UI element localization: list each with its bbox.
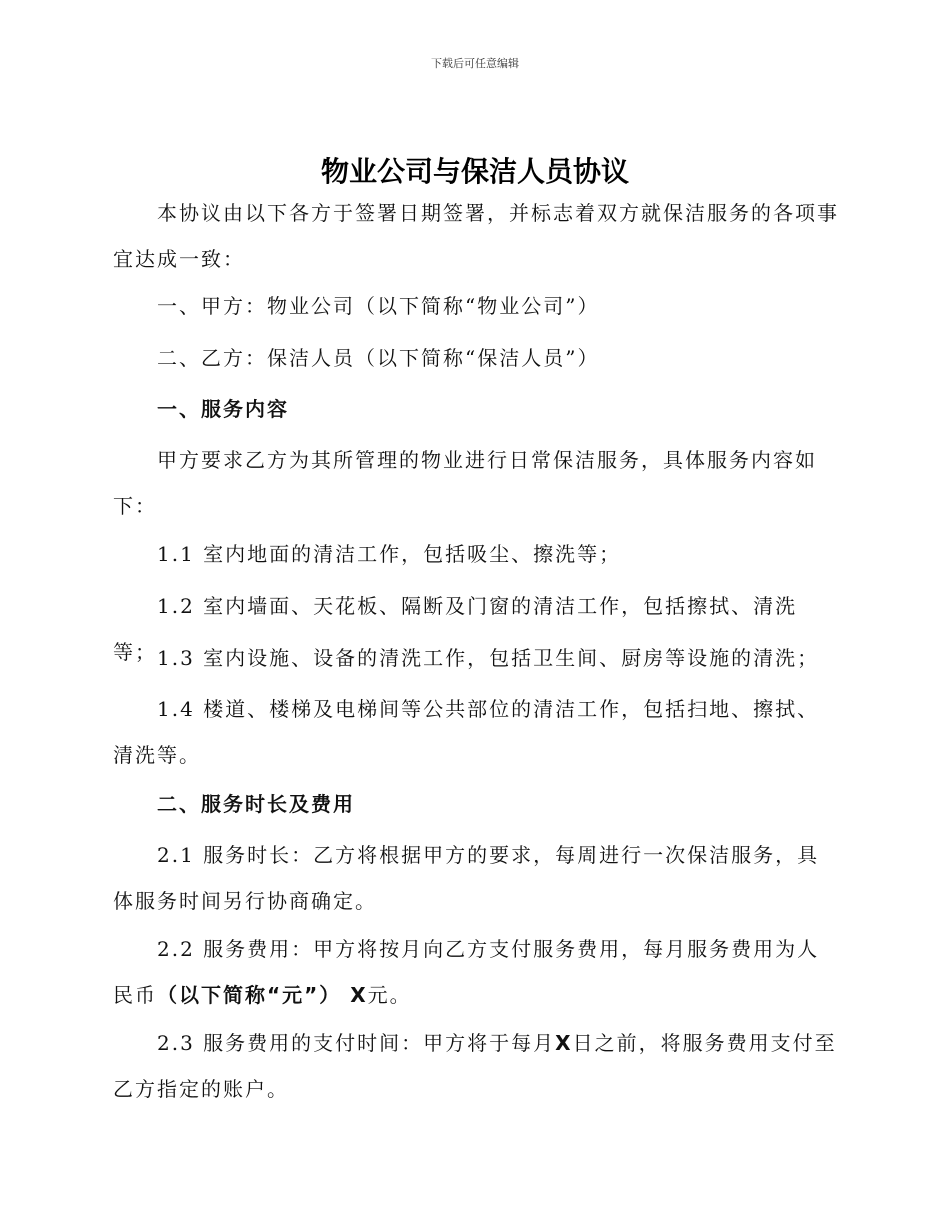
item-3-text: 2.3 服务费用的支付时间：甲方将于每月 (157, 1031, 556, 1055)
section-1-heading: 一、服务内容 (157, 397, 289, 421)
item-3-tail: 日之前，将服务费用支付至乙方指定的账户。 (113, 1031, 837, 1101)
section-1-item: 1.1 室内地面的清洁工作，包括吸尘、擦洗等； (157, 542, 622, 566)
section-2-item-3 (113, 1020, 841, 1112)
section-2-heading: 二、服务时长及费用 (157, 792, 355, 816)
section-1-lead: 甲方要求乙方为其所管理的物业进行日常保洁服务，具体服务内容如下： (113, 448, 817, 518)
item-2-text: 2.2 服务费用：甲方将按月向乙方支付服务费用，每月服务费用为人民币 (113, 937, 820, 1007)
intro-paragraph: 本协议由以下各方于签署日期签署，并标志着双方就保洁服务的各项事宜达成一致： (113, 201, 839, 271)
document-title: 物业公司与保洁人员协议 (320, 155, 629, 188)
party-b: 二、乙方：保洁人员（以下简称“保洁人员”） (157, 346, 600, 370)
section-2-item-2 (113, 926, 841, 1018)
section-1-item: 1.4 楼道、楼梯及电梯间等公共部位的清洁工作，包括扫地、擦拭、清洗等。 (113, 697, 820, 767)
page-header-note: 下载后可任意编辑 (431, 57, 519, 70)
section-1-item: 1.2 室内墙面、天花板、隔断及门窗的清洁工作，包括擦拭、清洗等； (113, 594, 798, 664)
item-2-tail: 元。 (367, 983, 412, 1007)
party-a: 一、甲方：物业公司（以下简称“物业公司”） (157, 294, 600, 318)
section-1-item: 1.3 室内设施、设备的清洗工作，包括卫生间、厨房等设施的清洗； (157, 646, 820, 670)
item-2-bold-text: （以下简称“元”） X (157, 983, 368, 1007)
item-3-bold-text: X (555, 1031, 573, 1055)
section-2-item-1: 2.1 服务时长：乙方将根据甲方的要求，每周进行一次保洁服务，具体服务时间另行协商确定。 (113, 843, 820, 913)
